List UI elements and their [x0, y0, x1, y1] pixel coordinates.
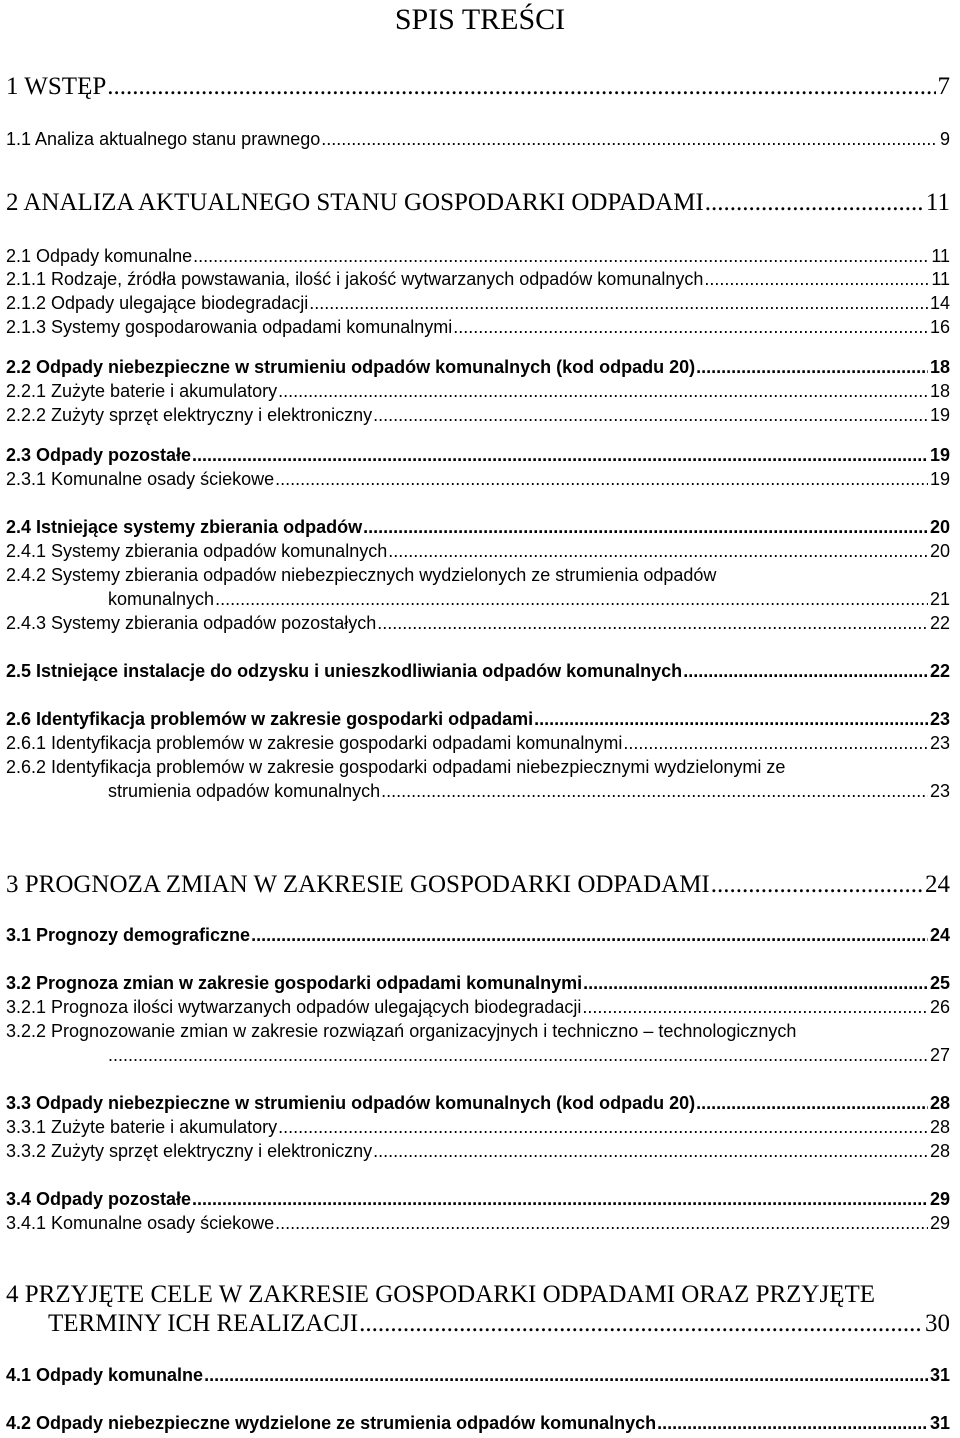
toc-entry-page: 7	[937, 73, 950, 100]
page-title: SPIS TREŚCI	[394, 3, 566, 36]
toc-entry-text: 4.1 Odpady komunalne	[6, 1365, 204, 1385]
toc-entry-text: 2.1.1 Rodzaje, źródła powstawania, ilość i jakość wytwarzanych odpadów komunalnych	[6, 269, 704, 289]
toc-entry-2-4-2-line1[interactable]: 2.4.2 Systemy zbierania odpadów niebezpiecznych wydzielonych ze strumienia odpadów	[6, 565, 717, 585]
toc-entry-page: 23	[929, 733, 950, 753]
toc-entry-text: 3.3 Odpady niebezpieczne w strumieniu odpadów komunalnych (kod odpadu 20)	[6, 1093, 696, 1113]
toc-entry-text: 2.5 Istniejące instalacje do odzysku i unieszkodliwiania odpadów komunalnych	[6, 661, 683, 681]
toc-entry-text: 3.4.1 Komunalne osady ściekowe	[6, 1213, 275, 1233]
toc-entry-text: 2.2 Odpady niebezpieczne w strumieniu odpadów komunalnych (kod odpadu 20)	[6, 357, 696, 377]
toc-entry-text: 2.3 Odpady pozostałe	[6, 445, 192, 465]
toc-entry-text: 3.2.1 Prognoza ilości wytwarzanych odpadów ulegających biodegradacji	[6, 997, 582, 1017]
toc-entry-page: 28	[929, 1117, 950, 1137]
toc-entry-2-4-2[interactable]	[108, 588, 950, 610]
toc-entry-page: 29	[929, 1189, 950, 1209]
toc-entry-text: 2.4.1 Systemy zbierania odpadów komunalnych	[6, 541, 388, 561]
toc-entry-text: komunalnych	[108, 589, 215, 609]
toc-entry-page: 14	[929, 293, 950, 313]
toc-entry-text: 2.2.1 Zużyte baterie i akumulatory	[6, 381, 278, 401]
toc-entry-text: strumienia odpadów komunalnych	[108, 781, 381, 801]
toc-entry-page: 25	[929, 973, 950, 993]
toc-entry-2-6-2-line1[interactable]: 2.6.2 Identyfikacja problemów w zakresie gospodarki odpadami niebezpiecznymi wydzielonymi ze	[6, 757, 786, 777]
toc-entry-page: 28	[929, 1141, 950, 1161]
toc-entry-2-6-2[interactable]	[108, 780, 950, 802]
toc-entry-4[interactable]	[48, 1309, 950, 1339]
toc-entry-page: 28	[929, 1093, 950, 1113]
toc-entry-3-2-2-line1[interactable]: 3.2.2 Prognozowanie zmian w zakresie rozwiązań organizacyjnych i techniczno – technologicznych	[6, 1021, 797, 1041]
toc-entry-2[interactable]	[6, 188, 950, 218]
toc-entry-page: 24	[929, 925, 950, 945]
toc-entry-text: 2.6 Identyfikacja problemów w zakresie gospodarki odpadami	[6, 709, 534, 729]
toc-entry-text: 3 PROGNOZA ZMIAN W ZAKRESIE GOSPODARKI ODPADAMI	[6, 871, 710, 898]
toc-entry-2-3[interactable]	[6, 444, 950, 466]
toc-entry-page: 9	[939, 129, 950, 149]
toc-entry-page: 16	[929, 317, 950, 337]
toc-entry-3-2[interactable]	[6, 972, 950, 994]
toc-entry-page: 23	[929, 781, 950, 801]
toc-entry-text: 3.1 Prognozy demograficzne	[6, 925, 251, 945]
toc-entry-page: 19	[929, 405, 950, 425]
toc-entry-page: 18	[929, 357, 950, 377]
toc-entry-text: 3.3.1 Zużyte baterie i akumulatory	[6, 1117, 278, 1137]
toc-entry-text: 2.4 Istniejące systemy zbierania odpadów	[6, 517, 363, 537]
toc-entry-2-4-3[interactable]	[6, 612, 950, 634]
toc-entry-page: 19	[929, 469, 950, 489]
toc-entry-2-2[interactable]	[6, 356, 950, 378]
toc-entry-page: 24	[925, 871, 950, 898]
toc-entry-3-3[interactable]	[6, 1092, 950, 1114]
toc-entry-text: 2.3.1 Komunalne osady ściekowe	[6, 469, 275, 489]
toc-entry-2-2-1[interactable]	[6, 380, 950, 402]
toc-entry-2-3-1[interactable]	[6, 468, 950, 490]
toc-entry-page: 21	[929, 589, 950, 609]
toc-entry-2-2-2[interactable]	[6, 404, 950, 426]
toc-entry-2-1-3[interactable]	[6, 316, 950, 338]
toc-entry-3[interactable]	[6, 870, 950, 900]
toc-entry-2-6[interactable]	[6, 708, 950, 730]
toc-entry-3-3-2[interactable]	[6, 1140, 950, 1162]
toc-entry-page: 27	[929, 1045, 950, 1065]
toc-entry-3-2-1[interactable]	[6, 996, 950, 1018]
toc-entry-2-6-1[interactable]	[6, 732, 950, 754]
toc-entry-page: 18	[929, 381, 950, 401]
toc-entry-3-4-1[interactable]	[6, 1212, 950, 1234]
toc-entry-text: TERMINY ICH REALIZACJI	[48, 1310, 359, 1337]
toc-entry-2-4-1[interactable]	[6, 540, 950, 562]
toc-entry-text: 2.1.2 Odpady ulegające biodegradacji	[6, 293, 309, 313]
toc-entry-page: 20	[929, 541, 950, 561]
toc-entry-1[interactable]	[6, 72, 950, 102]
toc-entry-1-1[interactable]	[6, 128, 950, 150]
toc-entry-text: 2.1.3 Systemy gospodarowania odpadami komunalnymi	[6, 317, 453, 337]
toc-entry-2-1[interactable]	[6, 245, 950, 267]
toc-entry-3-1[interactable]	[6, 924, 950, 946]
toc-entry-page: 31	[929, 1365, 950, 1385]
toc-entry-page: 11	[925, 189, 950, 216]
toc-entry-4-line1[interactable]: 4 PRZYJĘTE CELE W ZAKRESIE GOSPODARKI ODPADAMI ORAZ PRZYJĘTE	[6, 1281, 876, 1308]
toc-entry-text: 3.3.2 Zużyty sprzęt elektryczny i elektroniczny	[6, 1141, 373, 1161]
toc-entry-2-4[interactable]	[6, 516, 950, 538]
toc-entry-page: 26	[929, 997, 950, 1017]
toc-entry-page: 11	[931, 269, 950, 289]
toc-entry-text: 3.2 Prognoza zmian w zakresie gospodarki odpadami komunalnymi	[6, 973, 583, 993]
toc-entry-page: 29	[929, 1213, 950, 1233]
toc-entry-text: 2.1 Odpady komunalne	[6, 246, 193, 266]
toc-entry-2-1-2[interactable]	[6, 292, 950, 314]
toc-entry-4-2[interactable]	[6, 1412, 950, 1434]
toc-entry-text: 2.2.2 Zużyty sprzęt elektryczny i elektroniczny	[6, 405, 373, 425]
toc-entry-page: 31	[929, 1413, 950, 1433]
toc-entry-3-4[interactable]	[6, 1188, 950, 1210]
toc-entry-text: 1.1 Analiza aktualnego stanu prawnego	[6, 129, 321, 149]
toc-entry-page: 19	[929, 445, 950, 465]
toc-entry-page: 11	[931, 246, 950, 266]
toc-entry-text: 4.2 Odpady niebezpieczne wydzielone ze strumienia odpadów komunalnych	[6, 1413, 657, 1433]
toc-entry-page: 23	[929, 709, 950, 729]
toc-entry-text: 2.4.3 Systemy zbierania odpadów pozostałych	[6, 613, 377, 633]
toc-entry-3-2-2[interactable]	[108, 1044, 950, 1066]
toc-entry-2-5[interactable]	[6, 660, 950, 682]
toc-entry-page: 22	[929, 613, 950, 633]
toc-entry-text: 3.4 Odpady pozostałe	[6, 1189, 192, 1209]
toc-entry-3-3-1[interactable]	[6, 1116, 950, 1138]
toc-entry-4-1[interactable]	[6, 1364, 950, 1386]
toc-entry-text: 1 WSTĘP	[6, 73, 107, 100]
toc-entry-2-1-1[interactable]	[6, 268, 950, 290]
toc-entry-text: 2.6.1 Identyfikacja problemów w zakresie gospodarki odpadami komunalnymi	[6, 733, 623, 753]
toc-entry-text: 2 ANALIZA AKTUALNEGO STANU GOSPODARKI ODPADAMI	[6, 189, 704, 216]
toc-entry-page: 20	[929, 517, 950, 537]
toc-entry-page: 30	[925, 1310, 950, 1337]
toc-entry-page: 22	[929, 661, 950, 681]
